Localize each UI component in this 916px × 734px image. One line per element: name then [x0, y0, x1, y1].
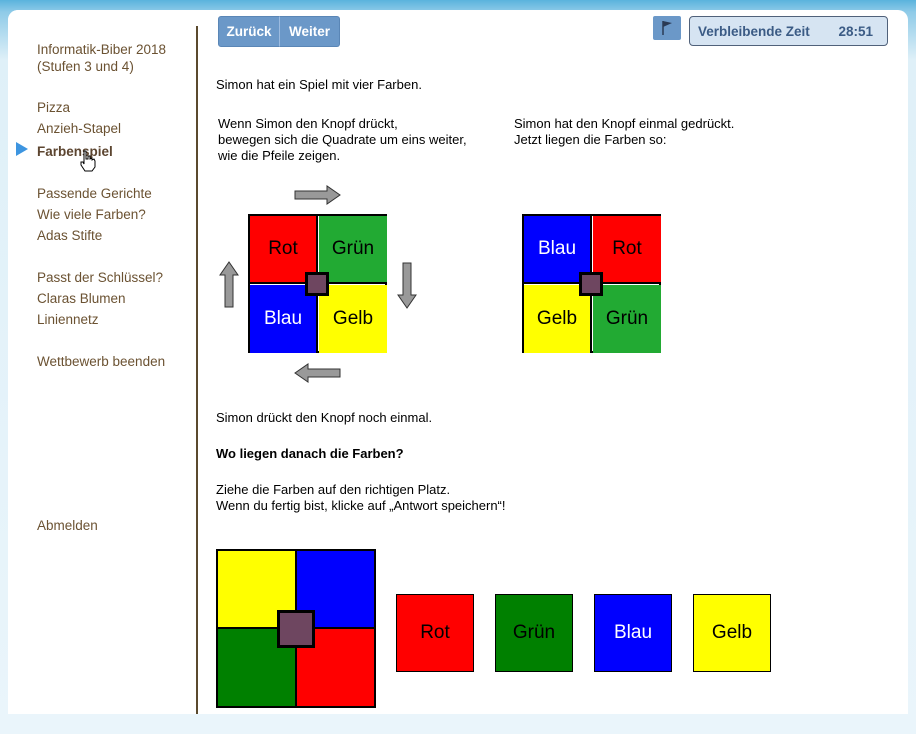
sidebar-item-claras-blumen[interactable]: Claras Blumen	[37, 291, 126, 306]
drag-tile-rot[interactable]: Rot	[396, 594, 474, 672]
current-task-arrow-icon	[16, 142, 28, 156]
after-one-press-grid	[522, 214, 661, 353]
center-button-square	[277, 610, 315, 648]
drag-tile-gelb[interactable]: Gelb	[693, 594, 771, 672]
sidebar-item-pizza[interactable]: Pizza	[37, 100, 71, 115]
arrow-up-icon	[219, 259, 239, 309]
sidebar-item-passende-gerichte[interactable]: Passende Gerichte	[37, 186, 152, 201]
after-cell-bottom-left: Gelb	[524, 285, 592, 353]
remaining-time-label: Verbleibende Zeit	[698, 24, 810, 39]
state-line-2: Jetzt liegen die Farben so:	[514, 132, 667, 147]
sidebar-item-passt-der-schluessel[interactable]: Passt der Schlüssel?	[37, 270, 164, 285]
contest-title-line2: (Stufen 3 und 4)	[37, 59, 134, 74]
task-intro: Simon hat ein Spiel mit vier Farben.	[216, 77, 422, 92]
arrow-down-icon	[397, 261, 417, 311]
initial-cell-bottom-right: Gelb	[319, 285, 387, 353]
end-contest-link[interactable]: Wettbewerb beenden	[37, 354, 166, 369]
initial-color-grid	[248, 214, 387, 353]
remaining-time-box	[689, 16, 888, 46]
instruction-line-1: Ziehe die Farben auf den richtigen Platz.	[216, 482, 451, 497]
instruction-line-2: Wenn du fertig bist, klicke auf „Antwort speichern“!	[216, 498, 506, 513]
remaining-time-value: 28:51	[838, 24, 873, 39]
drag-tile-blau[interactable]: Blau	[594, 594, 672, 672]
after-cell-bottom-right: Grün	[593, 285, 661, 353]
center-button-square	[305, 272, 329, 296]
hand-cursor-icon	[79, 150, 97, 172]
arrow-left-icon	[292, 363, 342, 383]
drag-tile-gruen[interactable]: Grün	[495, 594, 573, 672]
answer-drop-grid	[216, 549, 376, 708]
press-again-text: Simon drückt den Knopf noch einmal.	[216, 410, 433, 425]
arrow-right-icon	[293, 185, 343, 205]
sidebar-item-adas-stifte[interactable]: Adas Stifte	[37, 228, 103, 243]
logout-link[interactable]: Abmelden	[37, 518, 98, 533]
sidebar-item-wie-viele-farben[interactable]: Wie viele Farben?	[37, 207, 146, 222]
sidebar-item-farbenspiel[interactable]: Farbenspiel	[37, 144, 113, 159]
initial-cell-top-left: Rot	[250, 216, 318, 284]
flag-button[interactable]	[653, 16, 681, 40]
state-line-1: Simon hat den Knopf einmal gedrückt.	[514, 116, 735, 131]
after-cell-top-right: Rot	[593, 216, 661, 284]
sidebar-item-anzieh-stapel[interactable]: Anzieh-Stapel	[37, 121, 122, 136]
rule-line-3: wie die Pfeile zeigen.	[218, 148, 341, 163]
back-button[interactable]: Zurück	[218, 16, 280, 47]
rule-line-2: bewegen sich die Quadrate um eins weiter,	[218, 132, 467, 147]
initial-cell-top-right: Grün	[319, 216, 387, 284]
after-cell-top-left: Blau	[524, 216, 592, 284]
contest-title-line1: Informatik-Biber 2018	[37, 42, 167, 57]
center-button-square	[579, 272, 603, 296]
rule-line-1: Wenn Simon den Knopf drückt,	[218, 116, 398, 131]
sidebar-divider	[196, 26, 198, 714]
initial-cell-bottom-left: Blau	[250, 285, 318, 353]
flag-icon	[653, 16, 681, 40]
next-button[interactable]: Weiter	[279, 16, 340, 47]
sidebar-item-liniennetz[interactable]: Liniennetz	[37, 312, 99, 327]
question-text: Wo liegen danach die Farben?	[216, 446, 404, 461]
